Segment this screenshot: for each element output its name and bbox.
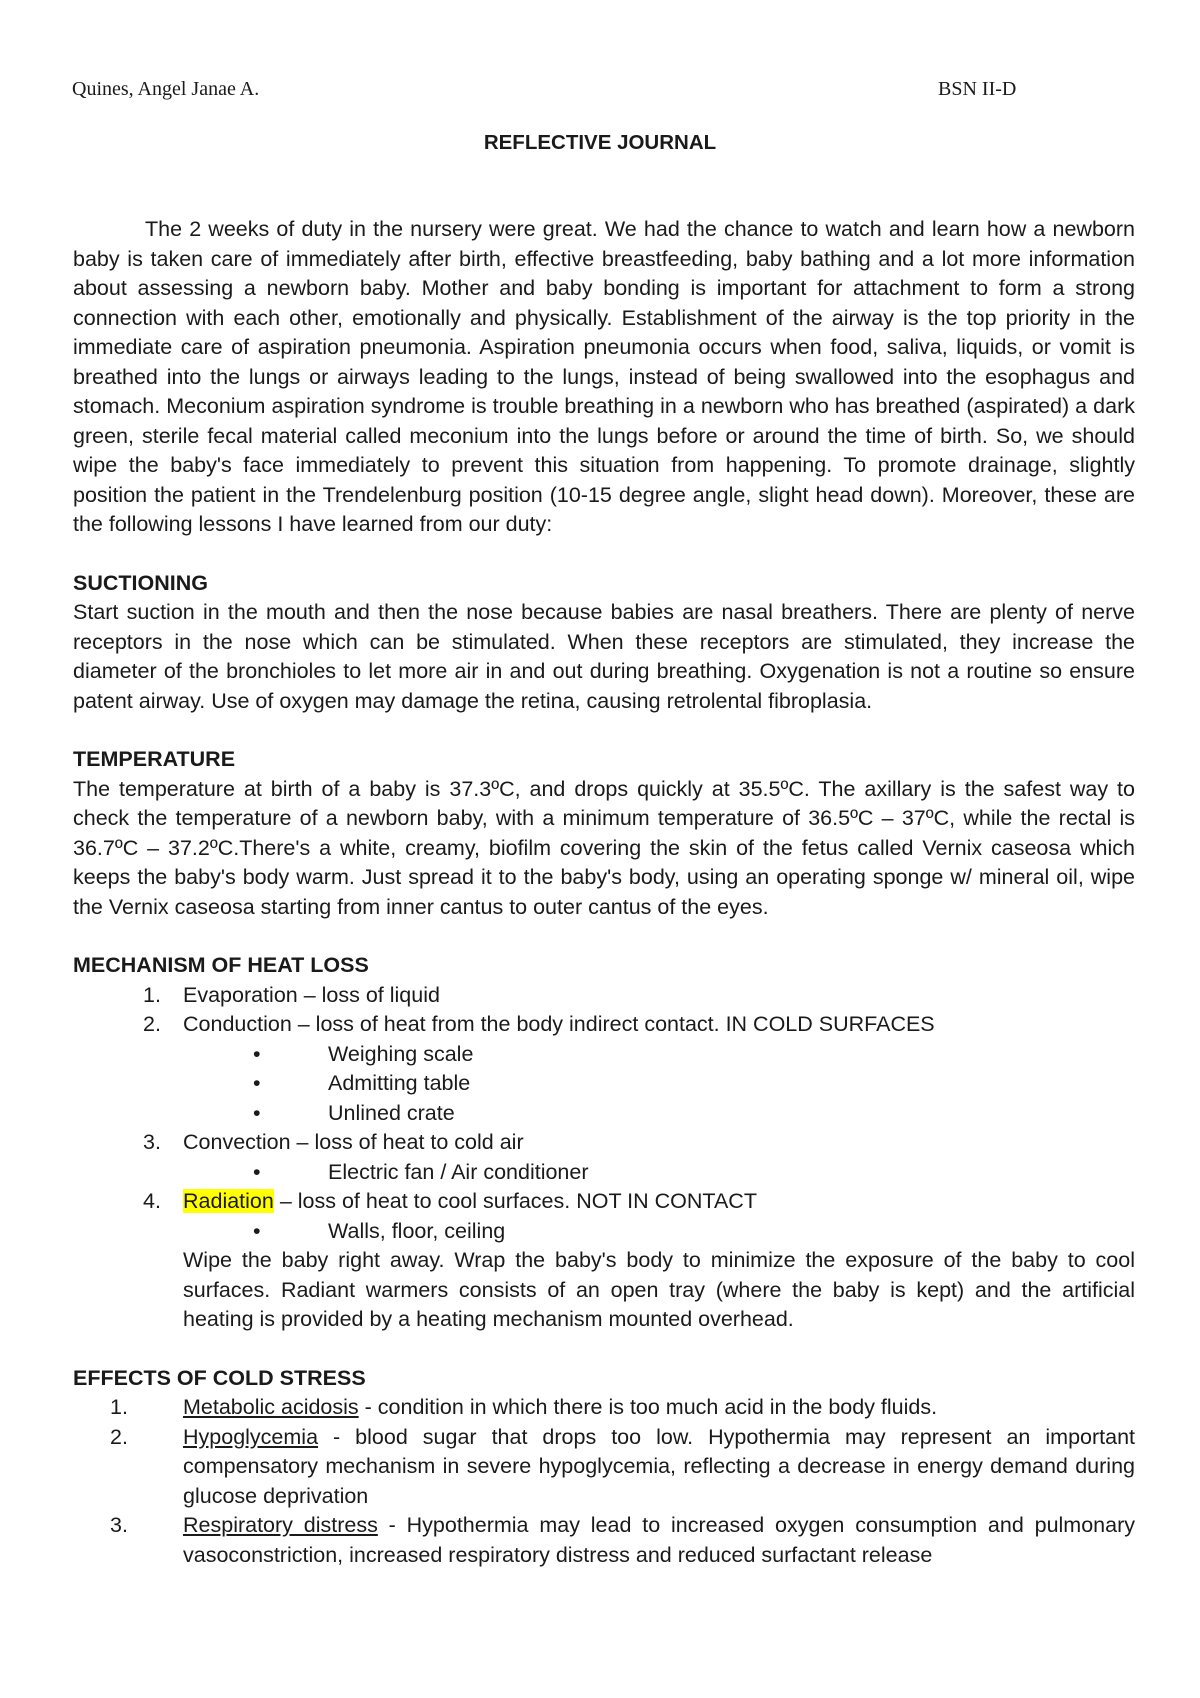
list-number: 4. [143, 1189, 161, 1213]
list-item-text: Evaporation – loss of liquid [183, 982, 440, 1007]
list-item [73, 1511, 1135, 1570]
list-item [73, 981, 1135, 1011]
bullet-item [73, 1099, 1135, 1129]
bullet-icon: • [253, 1071, 261, 1095]
page-title: REFLECTIVE JOURNAL [483, 131, 717, 154]
list-number: 3. [110, 1513, 128, 1537]
list-number: 3. [143, 1130, 161, 1154]
section-heading-temperature: TEMPERATURE [73, 747, 236, 771]
bullet-item [73, 1069, 1135, 1099]
section-heading-suctioning: SUCTIONING [73, 570, 208, 595]
bullet-text: Weighing scale [328, 1041, 474, 1066]
list-item-text: Conduction – loss of heat from the body indirect contact. IN COLD SURFACES [183, 1012, 935, 1036]
bullet-text: Electric fan / Air conditioner [328, 1159, 589, 1184]
list-item [73, 1423, 1135, 1512]
document-header [72, 74, 1040, 104]
bullet-text: Walls, floor, ceiling [328, 1218, 506, 1243]
cold-stress-list [73, 1393, 1135, 1570]
bullet-text: Admitting table [328, 1071, 471, 1095]
suctioning-paragraph: Start suction in the mouth and then the nose because babies are nasal breathers. There are plenty of nerve receptors in the nose which can be stimulated. When these receptors are stimulated, they increase the diameter of the bronchioles to let more air in and out during breathing. Oxygenation is not a routine so ensure patent airway. Use of oxygen may damage the retina, causing retrolental fibroplasia. [73, 600, 1135, 713]
list-number: 1. [110, 1395, 128, 1419]
course-section: BSN II-D [938, 78, 1017, 100]
bullet-item [73, 1217, 1135, 1247]
list-item [73, 1128, 1135, 1158]
underlined-term: Hypoglycemia [183, 1424, 319, 1449]
document-body [73, 215, 1135, 1570]
list-item-text: - blood sugar that drops too low. Hypothermia may represent an important compensatory mechanism in severe hypoglycemia, reflecting a decrease in energy demand during glucose deprivation [183, 1424, 1135, 1508]
bullet-item [73, 1040, 1135, 1070]
list-item-text: Convection – loss of heat to cold air [183, 1130, 524, 1154]
bullet-icon: • [253, 1041, 261, 1066]
intro-paragraph: The 2 weeks of duty in the nursery were great. We had the chance to watch and learn how a newborn baby is taken care of immediately after birth, effective breastfeeding, baby bathing and a lot more information about assessing a newborn baby. Mother and baby bonding is important for attachment to form a strong connection with each other, emotionally and physically. Establishment of the airway is the top priority in the immediate care of aspiration pneumonia. Aspiration pneumonia occurs when food, saliva, liquids, or vomit is breathed into the lungs or airways leading to the lungs, instead of being swallowed into the esophagus and stomach. Meconium aspiration syndrome is trouble breathing in a newborn who has breathed (aspirated) a dark green, sterile fecal material called meconium into the lungs before or around the time of birth. So, we should wipe the baby's face immediately to prevent this situation from happening. To promote drainage, slightly position the patient in the Trendelenburg position (10-15 degree angle, slight head down). Moreover, these are the following lessons I have learned from our duty: [73, 217, 1135, 536]
highlighted-term: Radiation [183, 1189, 274, 1213]
heat-loss-list [73, 981, 1135, 1335]
underlined-term: Respiratory distress [183, 1513, 378, 1537]
underlined-term: Metabolic acidosis [183, 1395, 359, 1419]
list-item-text: - condition in which there is too much acid in the body fluids. [358, 1395, 938, 1419]
section-heading-heat-loss: MECHANISM OF HEAT LOSS [73, 953, 369, 977]
bullet-icon: • [253, 1159, 261, 1184]
list-number: 2. [110, 1424, 128, 1449]
list-number: 2. [143, 1012, 161, 1036]
bullet-icon: • [253, 1218, 261, 1243]
temperature-paragraph: The temperature at birth of a baby is 37.3ºC, and drops quickly at 35.5ºC. The axillary is the safest way to check the temperature of a newborn baby, with a minimum temperature of 36.5ºC – 37ºC, while the rectal is 36.7ºC – 37.2ºC.There's a white, creamy, biofilm covering the skin of the fetus called Vernix caseosa which keeps the baby's body warm. Just spread it to the baby's body, using an operating sponge w/ mineral oil, wipe the Vernix caseosa starting from inner cantus to outer cantus of the eyes. [73, 776, 1135, 919]
list-number: 1. [143, 982, 161, 1007]
section-heading-cold-stress: EFFECTS OF COLD STRESS [73, 1365, 366, 1390]
student-name: Quines, Angel Janae A. [72, 78, 260, 100]
bullet-item [73, 1158, 1135, 1188]
list-item [73, 1393, 1135, 1423]
bullet-icon: • [253, 1100, 261, 1125]
list-item [73, 1010, 1135, 1040]
list-item-text: - Hypothermia may lead to increased oxygen consumption and pulmonary vasoconstriction, increased respiratory distress and reduced surfactant release [183, 1513, 1135, 1567]
bullet-text: Unlined crate [328, 1100, 455, 1125]
heat-loss-note: Wipe the baby right away. Wrap the baby's body to minimize the exposure of the baby to cool surfaces. Radiant warmers consists of an open tray (where the baby is kept) and the artificial heating is provided by a heating mechanism mounted overhead. [183, 1248, 1135, 1331]
list-item-text: – loss of heat to cool surfaces. NOT IN CONTACT [273, 1189, 757, 1213]
list-item [73, 1187, 1135, 1217]
